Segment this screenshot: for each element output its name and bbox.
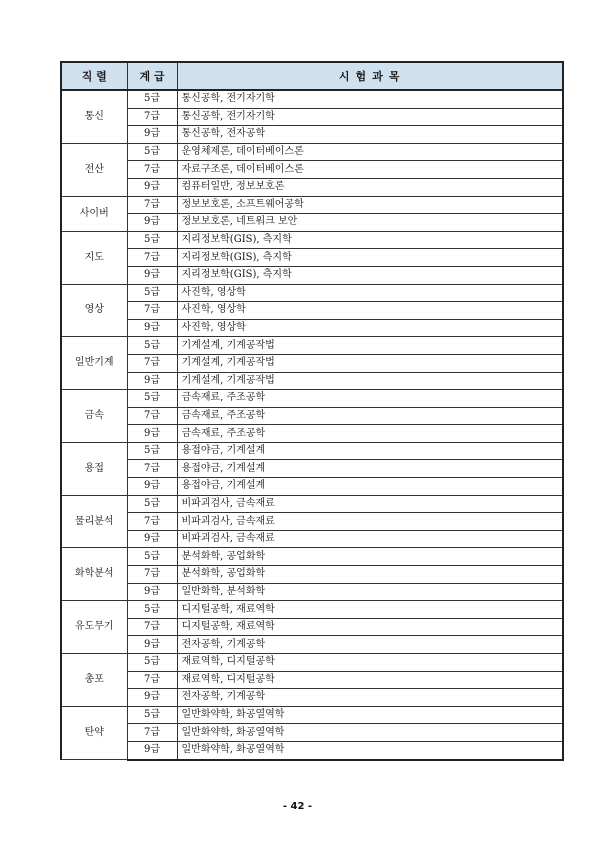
grade-cell: 7급 (127, 618, 177, 636)
table-row (61, 741, 563, 759)
table-body (61, 90, 563, 760)
subjects-cell: 전자공학, 기계공학 (177, 636, 563, 654)
grade-cell: 7급 (127, 302, 177, 320)
page-number: - 42 - (282, 801, 313, 812)
table-row (61, 354, 563, 372)
subjects-cell: 기계설계, 기계공작법 (177, 372, 563, 390)
grade-cell: 5급 (127, 231, 177, 249)
table-row (61, 478, 563, 496)
subjects-cell: 지리정보학(GIS), 측지학 (177, 231, 563, 249)
subjects-cell: 디지털공학, 재료역학 (177, 618, 563, 636)
grade-cell: 9급 (127, 530, 177, 548)
header-row (61, 62, 563, 90)
grade-cell: 7급 (127, 196, 177, 214)
table-row (61, 196, 563, 214)
table-row (61, 689, 563, 707)
grade-cell: 9급 (127, 741, 177, 759)
grade-cell: 5급 (127, 495, 177, 513)
grade-cell: 9급 (127, 178, 177, 196)
position-cell: 전산 (61, 143, 127, 196)
subjects-cell: 일반화학, 분석화학 (177, 583, 563, 601)
subjects-cell: 재료역학, 디지털공학 (177, 654, 563, 672)
subjects-cell: 일반화약학, 화공열역학 (177, 706, 563, 724)
grade-cell: 5급 (127, 390, 177, 408)
subjects-cell: 금속재료, 주조공학 (177, 390, 563, 408)
table-row (61, 495, 563, 513)
table-row (61, 407, 563, 425)
table-row (61, 90, 563, 108)
table-row (61, 706, 563, 724)
table-row (61, 442, 563, 460)
grade-cell: 9급 (127, 425, 177, 443)
table-row (61, 337, 563, 355)
subjects-cell: 비파괴검사, 금속재료 (177, 530, 563, 548)
table-row (61, 143, 563, 161)
subjects-cell: 분석화학, 공업화학 (177, 548, 563, 566)
subjects-cell: 전자공학, 기계공학 (177, 689, 563, 707)
subjects-cell: 정보보호론, 소프트웨어공학 (177, 196, 563, 214)
table-row (61, 178, 563, 196)
position-cell: 일반기계 (61, 337, 127, 390)
table-row (61, 583, 563, 601)
grade-cell: 7급 (127, 249, 177, 267)
table-row (61, 671, 563, 689)
table-row (61, 601, 563, 619)
grade-cell: 5급 (127, 90, 177, 108)
table-row (61, 284, 563, 302)
subjects-cell: 사진학, 영상학 (177, 284, 563, 302)
grade-cell: 5급 (127, 284, 177, 302)
table-row (61, 513, 563, 531)
grade-cell: 9급 (127, 126, 177, 144)
table-row (61, 636, 563, 654)
table-row (61, 126, 563, 144)
subjects-cell: 기계설계, 기계공작법 (177, 337, 563, 355)
grade-cell: 7급 (127, 354, 177, 372)
subjects-cell: 금속재료, 주조공학 (177, 425, 563, 443)
subjects-cell: 분석화학, 공업화학 (177, 566, 563, 584)
subjects-cell: 비파괴검사, 금속재료 (177, 513, 563, 531)
header-position: 직 렬 (61, 62, 127, 90)
grade-cell: 7급 (127, 724, 177, 742)
position-cell: 사이버 (61, 196, 127, 231)
subjects-cell: 용접야금, 기계설계 (177, 460, 563, 478)
subjects-cell: 비파괴검사, 금속재료 (177, 495, 563, 513)
table-row (61, 530, 563, 548)
grade-cell: 9급 (127, 583, 177, 601)
subjects-cell: 컴퓨터일반, 정보보호론 (177, 178, 563, 196)
exam-subjects-table (60, 61, 564, 761)
position-cell: 탄약 (61, 706, 127, 759)
subjects-cell: 지리정보학(GIS), 측지학 (177, 266, 563, 284)
position-cell: 금속 (61, 390, 127, 443)
grade-cell: 9급 (127, 478, 177, 496)
table-row (61, 372, 563, 390)
grade-cell: 7급 (127, 671, 177, 689)
table-row (61, 319, 563, 337)
header-grade: 계 급 (127, 62, 177, 90)
header-subjects: 시 험 과 목 (177, 62, 563, 90)
subjects-cell: 디지털공학, 재료역학 (177, 601, 563, 619)
table-row (61, 724, 563, 742)
grade-cell: 9급 (127, 266, 177, 284)
grade-cell: 7급 (127, 460, 177, 478)
subjects-cell: 통신공학, 전기자기학 (177, 108, 563, 126)
position-cell: 영상 (61, 284, 127, 337)
grade-cell: 9급 (127, 214, 177, 232)
table-row (61, 548, 563, 566)
table-row (61, 161, 563, 179)
grade-cell: 7급 (127, 161, 177, 179)
grade-cell: 5급 (127, 601, 177, 619)
subjects-cell: 일반화약학, 화공열역학 (177, 724, 563, 742)
subjects-cell: 용접야금, 기계설계 (177, 442, 563, 460)
position-cell: 화학분석 (61, 548, 127, 601)
table-row (61, 231, 563, 249)
subjects-cell: 사진학, 영상학 (177, 319, 563, 337)
subjects-cell: 정보보호론, 네트워크 보안 (177, 214, 563, 232)
subjects-cell: 일반화약학, 화공열역학 (177, 741, 563, 759)
subjects-cell: 용접야금, 기계설계 (177, 478, 563, 496)
grade-cell: 5급 (127, 654, 177, 672)
subjects-cell: 기계설계, 기계공작법 (177, 354, 563, 372)
table-row (61, 302, 563, 320)
position-cell: 통신 (61, 90, 127, 143)
position-cell: 용접 (61, 442, 127, 495)
grade-cell: 5급 (127, 442, 177, 460)
subjects-cell: 통신공학, 전자공학 (177, 126, 563, 144)
position-cell: 총포 (61, 654, 127, 707)
subjects-cell: 금속재료, 주조공학 (177, 407, 563, 425)
grade-cell: 7급 (127, 108, 177, 126)
position-cell: 물리분석 (61, 495, 127, 548)
subjects-cell: 지리정보학(GIS), 측지학 (177, 249, 563, 267)
grade-cell: 5급 (127, 706, 177, 724)
table-header (61, 62, 563, 90)
table-row (61, 654, 563, 672)
grade-cell: 5급 (127, 548, 177, 566)
grade-cell: 7급 (127, 566, 177, 584)
table-row (61, 266, 563, 284)
subjects-cell: 통신공학, 전기자기학 (177, 90, 563, 108)
table-row (61, 108, 563, 126)
position-cell: 지도 (61, 231, 127, 284)
grade-cell: 7급 (127, 407, 177, 425)
grade-cell: 9급 (127, 636, 177, 654)
table-row (61, 618, 563, 636)
grade-cell: 7급 (127, 513, 177, 531)
subjects-cell: 자료구조론, 데이터베이스론 (177, 161, 563, 179)
subjects-cell: 재료역학, 디지털공학 (177, 671, 563, 689)
subjects-cell: 사진학, 영상학 (177, 302, 563, 320)
grade-cell: 9급 (127, 372, 177, 390)
table-row (61, 214, 563, 232)
grade-cell: 9급 (127, 689, 177, 707)
table-row (61, 566, 563, 584)
table-row (61, 460, 563, 478)
grade-cell: 5급 (127, 143, 177, 161)
position-cell: 유도무기 (61, 601, 127, 654)
subjects-cell: 운영체제론, 데이터베이스론 (177, 143, 563, 161)
table-row (61, 390, 563, 408)
table-row (61, 425, 563, 443)
grade-cell: 9급 (127, 319, 177, 337)
table-row (61, 249, 563, 267)
grade-cell: 5급 (127, 337, 177, 355)
